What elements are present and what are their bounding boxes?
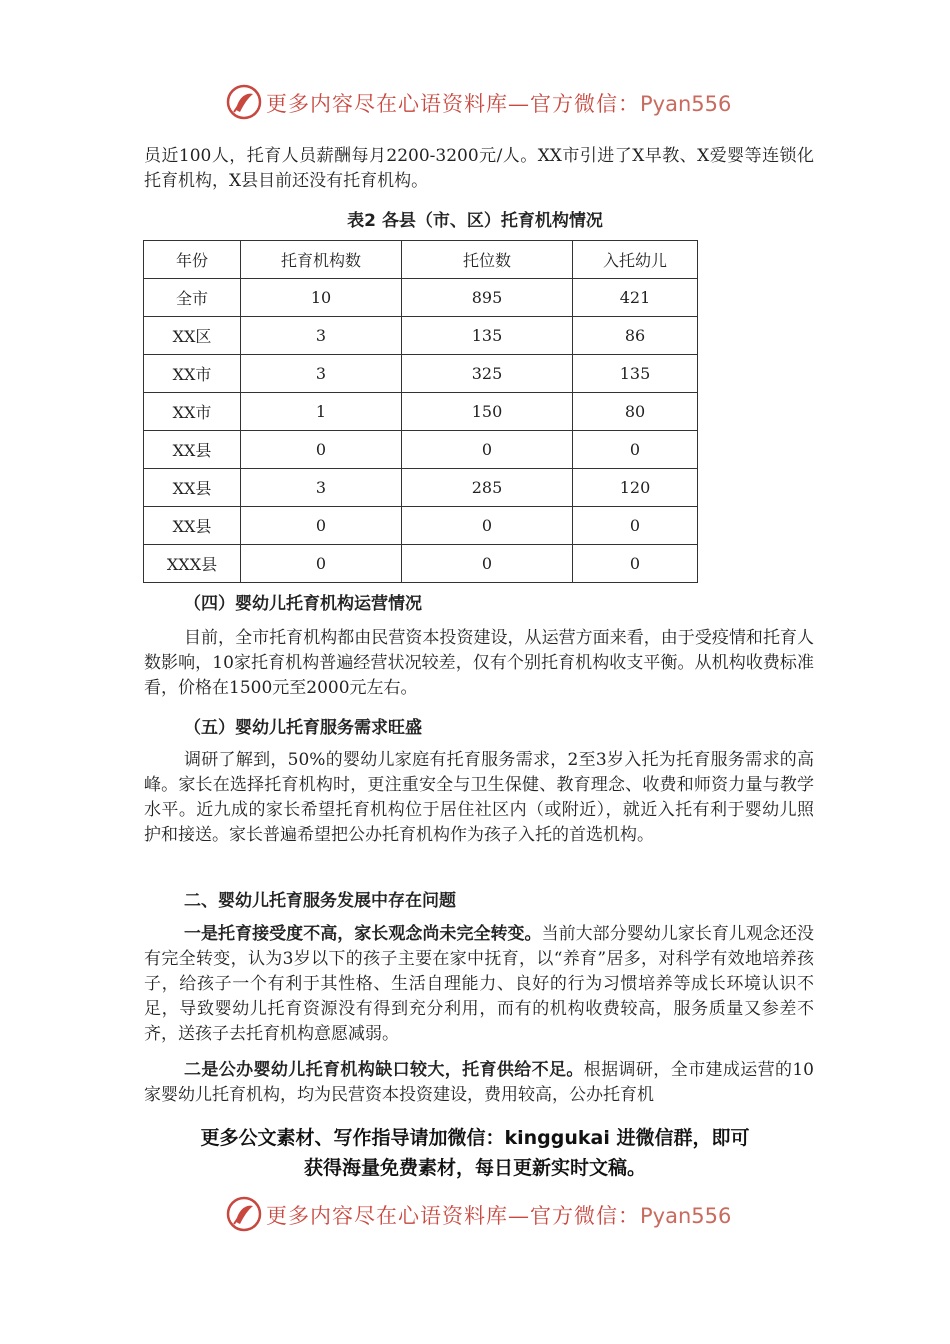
promo-line2: 获得海量免费素材，每日更新实时文稿。 xyxy=(303,1157,646,1179)
table-cell: 0 xyxy=(402,507,573,545)
brand-logo-icon xyxy=(226,1196,262,1232)
item2-text: 根据调研，全市建成运营的10家婴幼儿托育机构，均为民营资本投资建设，费用较高，公办托育机 xyxy=(144,1060,814,1105)
table-cell: 135 xyxy=(573,355,698,393)
table-cell: 0 xyxy=(241,507,402,545)
table-cell: 3 xyxy=(241,317,402,355)
table-cell: 10 xyxy=(241,279,402,317)
table-row xyxy=(144,469,698,507)
table-cell: XX县 xyxy=(144,469,241,507)
table-cell: 325 xyxy=(402,355,573,393)
header-cell: 托位数 xyxy=(402,241,573,279)
table-cell: 全市 xyxy=(144,279,241,317)
table-cell: 285 xyxy=(402,469,573,507)
intro-paragraph: 员近100人，托育人员薪酬每月2200-3200元/人。XX市引进了X早教、X爱婴等连锁化托育机构，X县目前还没有托育机构。 xyxy=(144,146,814,191)
brand-logo-icon xyxy=(226,84,262,120)
promo-line1: 更多公文素材、写作指导请加微信：kinggukai 进微信群，即可 xyxy=(200,1127,750,1149)
header-cell: 入托幼儿 xyxy=(573,241,698,279)
table-cell: 895 xyxy=(402,279,573,317)
table-cell: 1 xyxy=(241,393,402,431)
table-row xyxy=(144,545,698,583)
table-cell: XX区 xyxy=(144,317,241,355)
table-row xyxy=(144,355,698,393)
table-cell: 120 xyxy=(573,469,698,507)
institutions-table xyxy=(143,240,698,583)
table-cell: XX县 xyxy=(144,507,241,545)
table-row xyxy=(144,317,698,355)
section4-paragraph: 目前，全市托育机构都由民营资本投资建设，从运营方面来看，由于受疫情和托育人数影响，10家托育机构普遍经营状况较差，仅有个别托育机构收支平衡。从机构收费标准看，价格在1500元至2000元左右。 xyxy=(144,628,814,698)
part2-item2 xyxy=(144,1058,814,1108)
table-cell: 135 xyxy=(402,317,573,355)
section4-heading: （四）婴幼儿托育机构运营情况 xyxy=(184,594,422,614)
item1-text: 当前大部分婴幼儿家长育儿观念还没有完全转变，认为3岁以下的孩子主要在家中抚育，以“养育”居多，对科学有效地培养孩子，给孩子一个有利于其性格、生活自理能力、良好的行为习惯培养等成长环境认识不足，导致婴幼儿托育资源没有得到充分利用，而有的机构收费较高，服务质量又参差不齐，送孩子去托育机构意愿减弱。 xyxy=(144,924,815,1044)
table-cell: XX市 xyxy=(144,393,241,431)
banner-wechat: Pyan556 xyxy=(640,1204,732,1228)
table-cell: 421 xyxy=(573,279,698,317)
banner-wechat: Pyan556 xyxy=(640,92,732,116)
section5-paragraph: 调研了解到，50%的婴幼儿家庭有托育服务需求，2至3岁入托为托育服务需求的高峰。家长在选择托育机构时，更注重安全与卫生保健、教育理念、收费和师资力量与教学水平。近九成的家长希望托育机构位于居住社区内（或附近），就近入托有利于婴幼儿照护和接送。家长普遍希望把公办托育机构作为孩子入托的首选机构。 xyxy=(144,750,814,845)
table-cell: 86 xyxy=(573,317,698,355)
table-row xyxy=(144,393,698,431)
table-header-row xyxy=(144,241,698,279)
table-cell: XXX县 xyxy=(144,545,241,583)
table-cell: 80 xyxy=(573,393,698,431)
table-cell: 150 xyxy=(402,393,573,431)
table-cell: 0 xyxy=(241,545,402,583)
table-cell: XX市 xyxy=(144,355,241,393)
item2-bold: 二是公办婴幼儿托育机构缺口较大，托育供给不足。 xyxy=(184,1060,584,1080)
table-cell: 3 xyxy=(241,355,402,393)
table-cell: XX县 xyxy=(144,431,241,469)
table-row xyxy=(144,507,698,545)
header-cell: 年份 xyxy=(144,241,241,279)
table-caption: 表2 各县（市、区）托育机构情况 xyxy=(347,211,603,231)
part2-heading: 二、婴幼儿托育服务发展中存在问题 xyxy=(184,891,456,911)
footer-banner xyxy=(0,1192,950,1236)
table-cell: 0 xyxy=(402,431,573,469)
banner-text: 更多内容尽在心语资料库—官方微信： xyxy=(266,1204,640,1228)
table-cell: 0 xyxy=(573,431,698,469)
section5-heading: （五）婴幼儿托育服务需求旺盛 xyxy=(184,718,422,738)
item1-bold: 一是托育接受度不高，家长观念尚未完全转变。 xyxy=(184,924,542,944)
header-cell: 托育机构数 xyxy=(241,241,402,279)
table-cell: 3 xyxy=(241,469,402,507)
header-banner xyxy=(0,80,950,124)
table-row xyxy=(144,431,698,469)
promo-notice xyxy=(0,1123,950,1183)
part2-item1 xyxy=(144,922,814,1047)
table-cell: 0 xyxy=(402,545,573,583)
table-cell: 0 xyxy=(573,507,698,545)
table-row xyxy=(144,279,698,317)
table-cell: 0 xyxy=(573,545,698,583)
banner-text: 更多内容尽在心语资料库—官方微信： xyxy=(266,92,640,116)
table-cell: 0 xyxy=(241,431,402,469)
